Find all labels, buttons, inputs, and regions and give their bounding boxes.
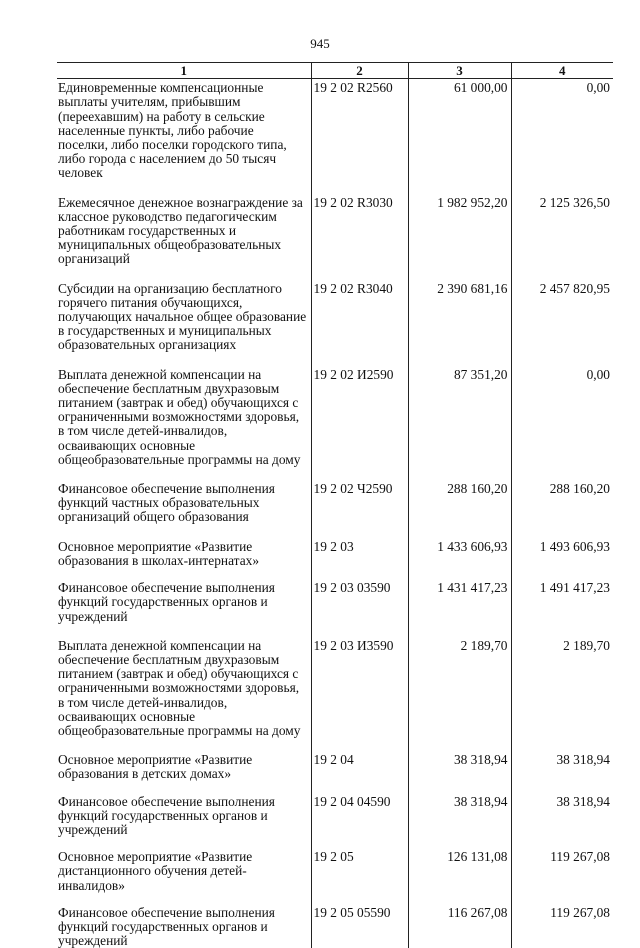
column-header-4: 4: [511, 63, 613, 79]
row-spacer: [57, 568, 613, 579]
row-value-col3: 38 318,94: [408, 793, 511, 838]
table-header-row: [57, 63, 613, 79]
spacer-cell: [408, 893, 511, 904]
row-value-col3: 87 351,20: [408, 366, 511, 467]
table-row: [57, 848, 613, 893]
table-row: [57, 280, 613, 353]
row-value-col4: 288 160,20: [511, 480, 613, 525]
table-row: [57, 366, 613, 467]
row-spacer: [57, 893, 613, 904]
row-spacer: [57, 181, 613, 194]
row-code: 19 2 02 R2560: [311, 79, 408, 181]
column-header-1: 1: [57, 63, 311, 79]
spacer-cell: [511, 782, 613, 793]
row-value-col3: 2 189,70: [408, 637, 511, 738]
spacer-cell: [408, 353, 511, 366]
spacer-cell: [311, 181, 408, 194]
spacer-cell: [311, 568, 408, 579]
spacer-cell: [57, 837, 311, 848]
spacer-cell: [311, 267, 408, 280]
row-name: Единовременные компенсационные выплаты учителям, прибывшим (переехавшим) на работу в сельские населенные пункты, либо рабочие поселки, либо поселки городского типа, либо города с населением до 50 тысяч человек: [58, 80, 287, 181]
row-code: 19 2 02 R3040: [311, 280, 408, 353]
row-value-col4: 1 493 606,93: [511, 538, 613, 568]
row-value-col4: 2 457 820,95: [511, 280, 613, 353]
row-name: Финансовое обеспечение выполнения функций государственных органов и учреждений: [58, 904, 275, 948]
row-value-col4: 38 318,94: [511, 793, 613, 838]
spacer-cell: [57, 624, 311, 637]
row-code: 19 2 02 Ч2590: [311, 480, 408, 525]
spacer-cell: [311, 782, 408, 793]
spacer-cell: [511, 353, 613, 366]
page-number: 945: [310, 36, 330, 51]
table-row: [57, 194, 613, 267]
row-value-col3: 61 000,00: [408, 79, 511, 181]
spacer-cell: [57, 738, 311, 751]
row-value-col3: 38 318,94: [408, 751, 511, 781]
spacer-cell: [511, 181, 613, 194]
spacer-cell: [311, 738, 408, 751]
spacer-cell: [57, 568, 311, 579]
row-value-col4: 2 125 326,50: [511, 194, 613, 267]
row-code: 19 2 03 03590: [311, 579, 408, 624]
spacer-cell: [311, 837, 408, 848]
row-name: Выплата денежной компенсации на обеспечение бесплатным двухразовым питанием (завтрак и обед) обучающихся с ограниченными возможностями здоровья, в том числе детей-инвалидов, осваивающих основные общеобразовательные программы на дому: [58, 366, 301, 467]
table-row: [57, 751, 613, 781]
spacer-cell: [311, 893, 408, 904]
spacer-cell: [511, 267, 613, 280]
spacer-cell: [408, 837, 511, 848]
row-value-col4: 0,00: [511, 79, 613, 181]
row-spacer: [57, 782, 613, 793]
row-name: Основное мероприятие «Развитие образования в школах-интернатах»: [58, 538, 260, 568]
row-value-col3: 288 160,20: [408, 480, 511, 525]
row-value-col3: 116 267,08: [408, 904, 511, 948]
table-row: [57, 793, 613, 838]
row-spacer: [57, 353, 613, 366]
row-name: Основное мероприятие «Развитие образования в детских домах»: [58, 752, 253, 782]
spacer-cell: [511, 837, 613, 848]
column-header-2: 2: [311, 63, 408, 79]
row-value-col3: 1 982 952,20: [408, 194, 511, 267]
spacer-cell: [511, 467, 613, 480]
row-spacer: [57, 837, 613, 848]
table-row: [57, 79, 613, 181]
table-row: [57, 538, 613, 568]
column-header-3: 3: [408, 63, 511, 79]
spacer-cell: [311, 525, 408, 538]
spacer-cell: [408, 782, 511, 793]
spacer-cell: [408, 738, 511, 751]
row-code: 19 2 03 И3590: [311, 637, 408, 738]
spacer-cell: [408, 181, 511, 194]
spacer-cell: [408, 267, 511, 280]
spacer-cell: [511, 738, 613, 751]
row-name: Финансовое обеспечение выполнения функций государственных органов и учреждений: [58, 793, 275, 837]
spacer-cell: [511, 893, 613, 904]
spacer-cell: [57, 181, 311, 194]
row-code: 19 2 04 04590: [311, 793, 408, 838]
row-spacer: [57, 525, 613, 538]
spacer-cell: [57, 467, 311, 480]
row-name: Ежемесячное денежное вознаграждение за классное руководство педагогическим работникам государственных и муниципальных общеобразовательных организаций: [58, 194, 303, 267]
spacer-cell: [57, 893, 311, 904]
row-name: Основное мероприятие «Развитие дистанционного обучения детей-инвалидов»: [58, 849, 253, 893]
row-value-col4: 119 267,08: [511, 848, 613, 893]
spacer-cell: [511, 624, 613, 637]
spacer-cell: [408, 624, 511, 637]
spacer-cell: [57, 353, 311, 366]
row-spacer: [57, 738, 613, 751]
spacer-cell: [311, 624, 408, 637]
spacer-cell: [57, 782, 311, 793]
table-row: [57, 480, 613, 525]
spacer-cell: [311, 353, 408, 366]
row-name: Финансовое обеспечение выполнения функций частных образовательных организаций общего образования: [58, 481, 275, 525]
table-row: [57, 579, 613, 624]
row-spacer: [57, 624, 613, 637]
spacer-cell: [511, 568, 613, 579]
spacer-cell: [408, 467, 511, 480]
spacer-cell: [408, 525, 511, 538]
row-value-col4: 38 318,94: [511, 751, 613, 781]
spacer-cell: [511, 525, 613, 538]
row-value-col4: 2 189,70: [511, 637, 613, 738]
row-name: Выплата денежной компенсации на обеспечение бесплатным двухразовым питанием (завтрак и обед) обучающихся с ограниченными возможностями здоровья, в том числе детей-инвалидов, осваивающих основные общеобразовательные программы на дому: [58, 637, 301, 738]
row-code: 19 2 02 R3030: [311, 194, 408, 267]
row-spacer: [57, 467, 613, 480]
table-row: [57, 904, 613, 948]
row-value-col4: 0,00: [511, 366, 613, 467]
table-row: [57, 637, 613, 738]
row-name: Субсидии на организацию бесплатного горячего питания обучающихся, получающих начальное общее образование в государственных и муниципальных образовательных организациях: [58, 280, 307, 353]
row-name: Финансовое обеспечение выполнения функций государственных органов и учреждений: [58, 580, 275, 624]
row-code: 19 2 05: [311, 848, 408, 893]
row-value-col4: 119 267,08: [511, 904, 613, 948]
row-spacer: [57, 267, 613, 280]
table-body: [57, 79, 613, 948]
row-value-col4: 1 491 417,23: [511, 579, 613, 624]
row-code: 19 2 02 И2590: [311, 366, 408, 467]
spacer-cell: [408, 568, 511, 579]
spacer-cell: [57, 267, 311, 280]
spacer-cell: [311, 467, 408, 480]
row-code: 19 2 04: [311, 751, 408, 781]
spacer-cell: [57, 525, 311, 538]
row-code: 19 2 05 05590: [311, 904, 408, 948]
row-value-col3: 1 433 606,93: [408, 538, 511, 568]
budget-table: [57, 62, 613, 948]
row-value-col3: 126 131,08: [408, 848, 511, 893]
row-value-col3: 1 431 417,23: [408, 579, 511, 624]
row-code: 19 2 03: [311, 538, 408, 568]
row-value-col3: 2 390 681,16: [408, 280, 511, 353]
